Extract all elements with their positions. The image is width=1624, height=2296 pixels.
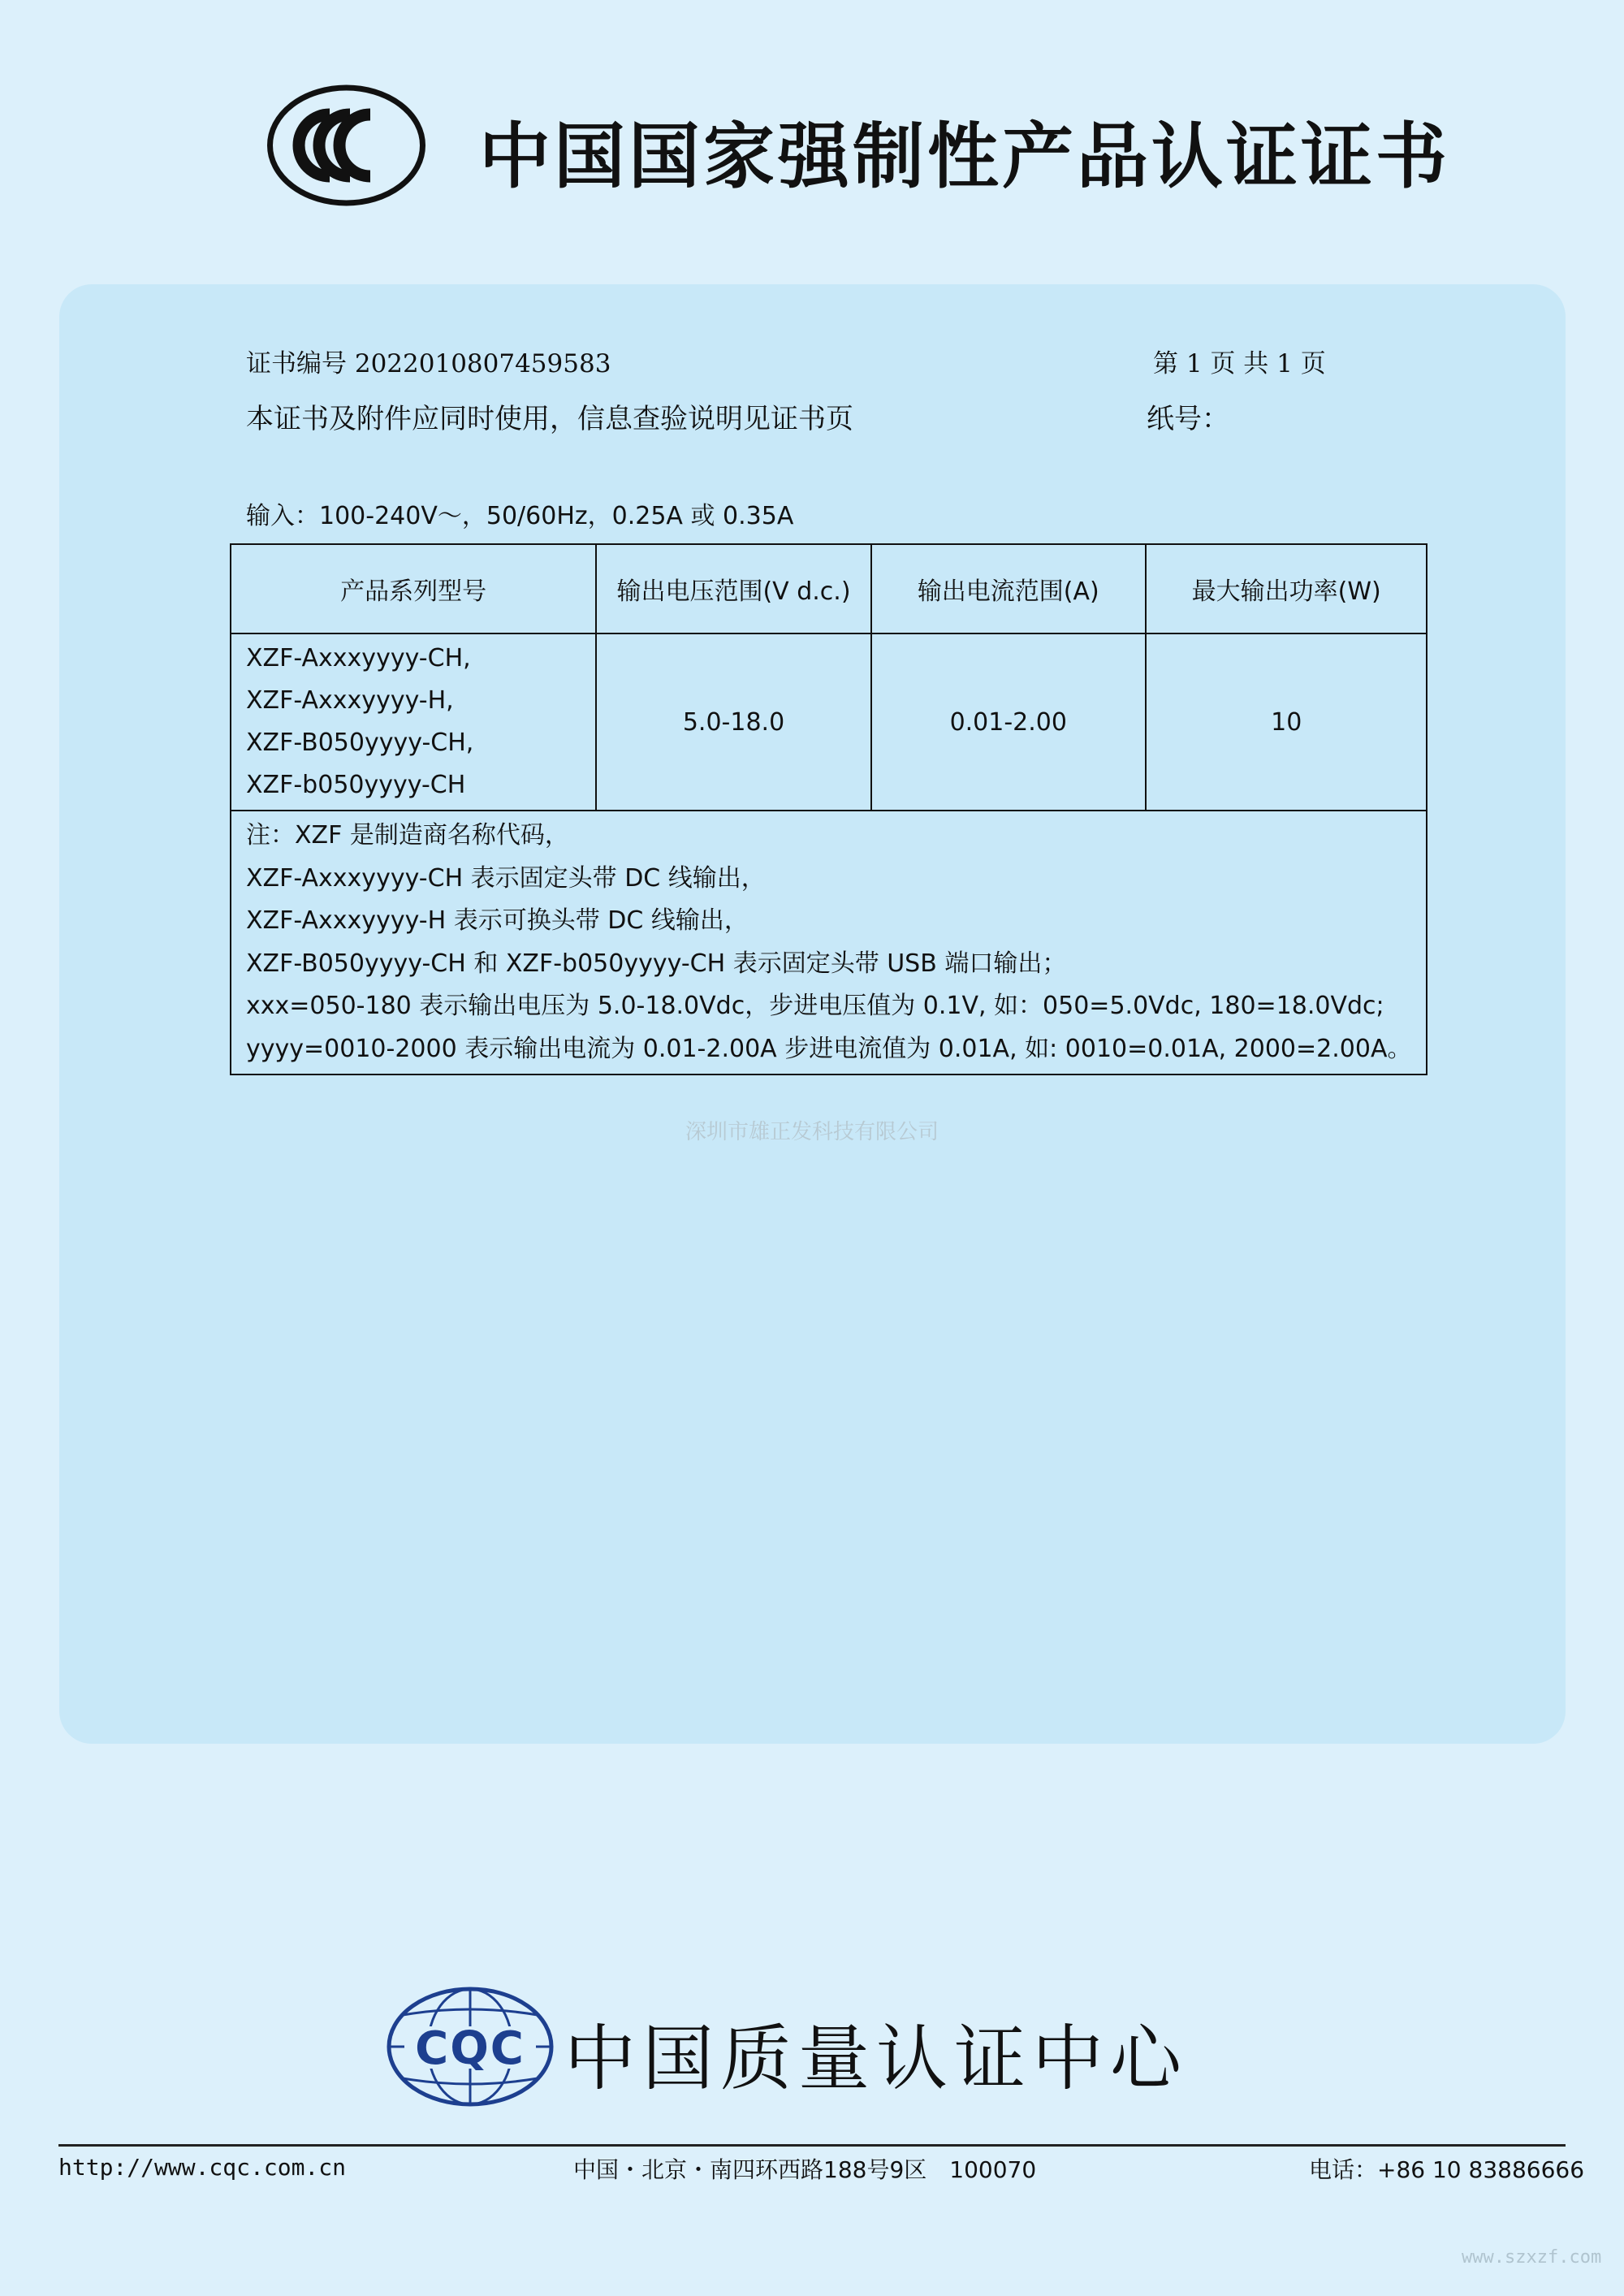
paper-number: 纸号：	[1147, 403, 1229, 435]
header-model: 产品系列型号	[231, 544, 596, 633]
note-line: XZF-B050yyyy-CH 和 XZF-b050yyyy-CH 表示固定头带 USB 端口输出；	[246, 949, 1067, 978]
voltage-value: 5.0-18.0	[596, 633, 870, 811]
note-line: XZF-Axxxyyyy-CH 表示固定头带 DC 线输出，	[246, 863, 766, 893]
notes-cell	[231, 811, 1427, 1074]
table-row	[231, 633, 1427, 811]
page-info: 第 1 页 共 1 页	[1153, 349, 1326, 378]
certificate-number: 证书编号 2022010807459583	[246, 349, 611, 378]
input-spec: 输入：100-240V～，50/60Hz，0.25A 或 0.35A	[246, 502, 794, 530]
company-watermark: 深圳市雄正发科技有限公司	[685, 1120, 939, 1144]
certificate-title: 中国国家强制性产品认证证书	[479, 115, 1451, 198]
header-current: 输出电流范围(A)	[871, 544, 1146, 633]
table-header-row	[231, 544, 1427, 633]
header-power: 最大输出功率(W)	[1146, 544, 1427, 633]
model-item: XZF-Axxxyyyy-H,	[246, 686, 454, 715]
model-item: XZF-b050yyyy-CH	[246, 771, 466, 799]
note-line: 注：XZF 是制造商名称代码，	[246, 821, 569, 850]
footer-phone: 电话：+86 10 83886666	[1309, 2156, 1585, 2183]
current-value: 0.01-2.00	[871, 633, 1146, 811]
usage-note: 本证书及附件应同时使用，信息查验说明见证书页	[246, 403, 853, 435]
model-list	[231, 633, 596, 811]
ccc-logo	[266, 84, 426, 207]
cqc-logo	[387, 1986, 554, 2108]
footer-url[interactable]: http://www.cqc.com.cn	[58, 2154, 347, 2181]
note-line: yyyy=0010-2000 表示输出电流为 0.01-2.00A 步进电流值为 0.01A, 如: 0010=0.01A, 2000=2.00A。	[246, 1034, 1412, 1063]
spec-table	[230, 543, 1427, 1075]
model-item: XZF-B050yyyy-CH,	[246, 729, 474, 757]
cqc-org-name: 中国质量认证中心	[564, 2017, 1189, 2100]
notes-row	[231, 811, 1427, 1074]
footer-address: 中国・北京・南四环西路188号9区 100070	[573, 2156, 1037, 2183]
svg-text:CQC: CQC	[415, 2022, 525, 2075]
model-item: XZF-Axxxyyyy-CH,	[246, 644, 471, 672]
note-line: xxx=050-180 表示输出电压为 5.0-18.0Vdc，步进电压值为 0.1V, 如：050=5.0Vdc, 180=18.0Vdc;	[246, 992, 1384, 1020]
site-watermark: www.szxzf.com	[1462, 2247, 1602, 2268]
header-voltage: 输出电压范围(V d.c.)	[596, 544, 870, 633]
note-line: XZF-Axxxyyyy-H 表示可换头带 DC 线输出，	[246, 906, 749, 935]
footer-divider	[58, 2144, 1566, 2147]
certificate-header	[0, 77, 1624, 215]
power-value: 10	[1146, 633, 1427, 811]
